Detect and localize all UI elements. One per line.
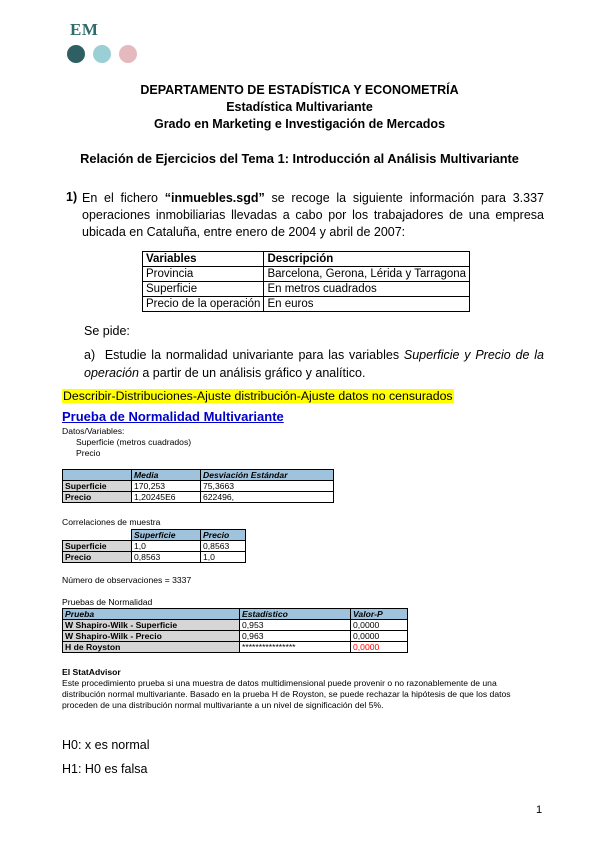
column-header: Prueba [63, 609, 240, 620]
row-header: Superficie [63, 481, 132, 492]
table-cell: 0,953 [240, 620, 351, 631]
column-header: Valor-P [351, 609, 408, 620]
statement-filename: “inmuebles.sgd” [164, 191, 265, 205]
variable-precio: Precio [76, 448, 101, 458]
menu-path-highlight: Describir-Distribuciones-Ajuste distribución-Ajuste datos no censurados [63, 389, 453, 403]
table-cell: 170,253 [132, 481, 201, 492]
table-row [63, 631, 408, 642]
logo-dot-dark [67, 45, 85, 63]
table-cell: 0,963 [240, 631, 351, 642]
table-cell: 1,20245E6 [132, 492, 201, 503]
table-cell: **************** [240, 642, 351, 653]
statadvisor-text: Este procedimiento prueba si una muestra de datos multidimensional puede provenir o no razonablemente de una distribución normal multivariante. Basado en la prueba H de Royston, se puede rechazar la hipótesis de que los datos proceden de una distribución normal multivariante a un nivel de significación del 5%. [62, 678, 511, 710]
table-cell: 0,8563 [132, 552, 201, 563]
column-header: Desviación Estándar [201, 470, 334, 481]
table-row [143, 267, 470, 282]
alternative-hypothesis: H1: H0 es falsa [62, 762, 148, 776]
statement-part1: En el fichero [82, 191, 165, 205]
null-hypothesis: H0: x es normal [62, 738, 150, 752]
table-cell: 1,0 [201, 552, 246, 563]
row-header: Precio [63, 552, 132, 563]
item-a [84, 346, 544, 382]
exercise-set-title: Relación de Ejercicios del Tema 1: Introducción al Análisis Multivariante [80, 151, 519, 166]
table-header-row [63, 470, 334, 481]
table-cell: 75,3663 [201, 481, 334, 492]
page-number: 1 [536, 804, 543, 816]
exercise-statement [82, 190, 544, 241]
item-a-text1: Estudie la normalidad univariante para las variables [104, 348, 404, 362]
row-header: H de Royston [63, 642, 240, 653]
table-cell: 622496, [201, 492, 334, 503]
normality-tests-table [62, 608, 408, 653]
column-header [63, 470, 132, 481]
statadvisor-title: El StatAdvisor [62, 667, 121, 677]
table-cell: En metros cuadrados [264, 282, 470, 297]
column-header [63, 530, 132, 541]
table-cell: Superficie [143, 282, 264, 297]
item-a-text2: a partir de un análisis gráfico y analítico. [138, 366, 366, 380]
datos-variables-label: Datos/Variables: [62, 426, 125, 436]
correlations-caption: Correlaciones de muestra [62, 517, 161, 527]
row-header: Superficie [63, 541, 132, 552]
summary-table [62, 469, 334, 503]
table-row [143, 282, 470, 297]
table-row [63, 552, 246, 563]
correlations-table [62, 529, 246, 563]
logo-dot-light [93, 45, 111, 63]
column-header: Variables [143, 252, 264, 267]
normality-test-title: Prueba de Normalidad Multivariante [62, 409, 284, 424]
observations-count: Número de observaciones = 3337 [62, 575, 192, 585]
table-header-row [63, 530, 246, 541]
table-row [63, 492, 334, 503]
table-cell: 0,8563 [201, 541, 246, 552]
statement-part2: se recoge la siguiente información para 3.337 operaciones inmobiliarias llevadas a cabo por los trabajadores de una empresa ubicada en Cataluña, entre enero de 2004 y abril de 2007: [82, 191, 544, 239]
table-cell: 0,0000 [351, 631, 408, 642]
significant-p-value: 0,0000 [351, 642, 408, 653]
table-cell: 0,0000 [351, 620, 408, 631]
item-a-label: a) [84, 348, 96, 362]
table-cell: En euros [264, 297, 470, 312]
variable-superficie: Superficie (metros cuadrados) [76, 437, 192, 447]
table-header-row [143, 252, 470, 267]
normality-tests-caption: Pruebas de Normalidad [62, 597, 153, 607]
table-cell: Precio de la operación [143, 297, 264, 312]
exercise-number: 1) [66, 190, 78, 204]
course-title: Estadística Multivariante [226, 100, 373, 114]
degree-title: Grado en Marketing e Investigación de Mercados [153, 117, 446, 131]
table-cell: 1,0 [132, 541, 201, 552]
em-logo-text: EM [70, 20, 99, 39]
variables-table [142, 251, 470, 312]
row-header: Precio [63, 492, 132, 503]
se-pide-label: Se pide: [84, 324, 130, 338]
table-row [63, 481, 334, 492]
table-header-row [63, 609, 408, 620]
table-row [63, 642, 408, 653]
column-header: Precio [201, 530, 246, 541]
row-header: W Shapiro-Wilk - Precio [63, 631, 240, 642]
row-header: W Shapiro-Wilk - Superficie [63, 620, 240, 631]
column-header: Descripción [264, 252, 470, 267]
table-row [63, 541, 246, 552]
item-a-italic: Superficie y Precio de la operación [84, 348, 544, 380]
table-row [143, 297, 470, 312]
table-cell: Provincia [143, 267, 264, 282]
table-cell: Barcelona, Gerona, Lérida y Tarragona [264, 267, 470, 282]
table-row [63, 620, 408, 631]
logo-dot-pink [119, 45, 137, 63]
column-header: Superficie [132, 530, 201, 541]
column-header: Media [132, 470, 201, 481]
department-title: DEPARTAMENTO DE ESTADÍSTICA Y ECONOMETRÍA [140, 83, 459, 97]
column-header: Estadístico [240, 609, 351, 620]
